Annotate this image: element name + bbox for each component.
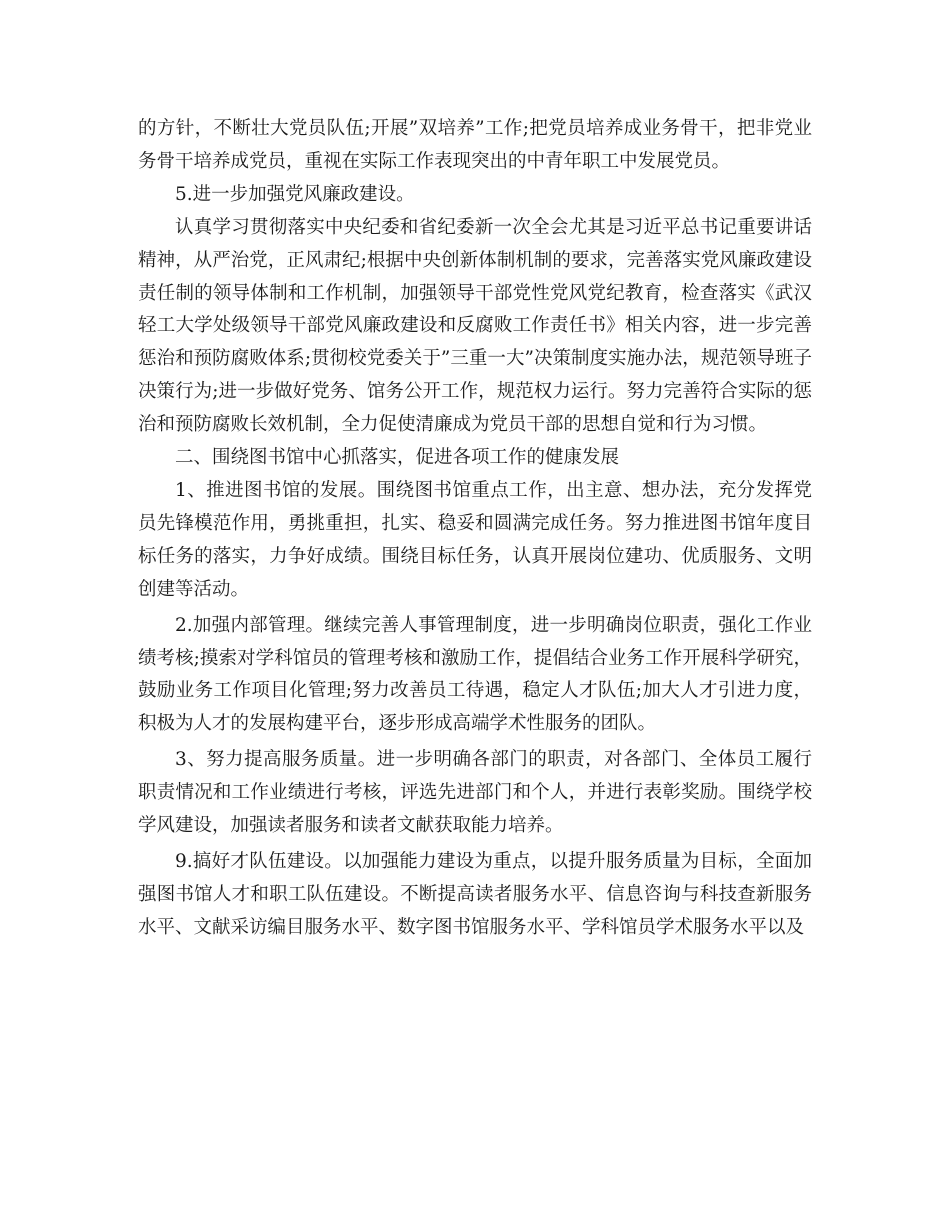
paragraph-library-development: 1、推进图书馆的发展。围绕图书馆重点工作，出主意、想办法，充分发挥党员先锋模范作用，勇挑重担，扎实、稳妥和圆满完成任务。努力推进图书馆年度目标任务的落实，力争好成绩。围绕目标任务，认真开展岗位建功、优质服务、文明创建等活动。 <box>138 479 812 600</box>
section-heading-library-work: 二、围绕图书馆中心抓落实，促进各项工作的健康发展 <box>175 447 620 469</box>
paragraph-continuation: 的方针，不断壮大党员队伍;开展”双培养”工作;把党员培养成业务骨干，把非党业务骨干培养成党员，重视在实际工作表现突出的中青年职工中发展党员。 <box>138 118 812 172</box>
paragraph-internal-management: 2.加强内部管理。继续完善人事管理制度，进一步明确岗位职责，强化工作业绩考核;摸索对学科馆员的管理考核和激励工作，提倡结合业务工作开展科学研究，鼓励业务工作项目化管理;努力改善员工待遇，稳定人才队伍;加大人才引进力度，积极为人才的发展构建平台，逐步形成高端学术性服务的团队。 <box>138 614 812 735</box>
paragraph-service-quality: 3、努力提高服务质量。进一步明确各部门的职责，对各部门、全体员工履行职责情况和工作业绩进行考核，评选先进部门和个人，并进行表彰奖励。围绕学校学风建设，加强读者服务和读者文献获取能力培养。 <box>138 749 812 837</box>
paragraph-staff-building: 9.搞好才队伍建设。以加强能力建设为重点，以提升服务质量为目标，全面加强图书馆人才和职工队伍建设。不断提高读者服务水平、信息咨询与科技查新服务水平、文献采访编目服务水平、数字图书馆服务水平、学科馆员学术服务水平以及 <box>138 850 812 938</box>
section-heading-party-conduct: 5.进一步加强党风廉政建设。 <box>175 183 415 205</box>
paragraph-party-conduct: 认真学习贯彻落实中央纪委和省纪委新一次全会尤其是习近平总书记重要讲话精神，从严治党，正风肃纪;根据中央创新体制机制的要求，完善落实党风廉政建设责任制的领导体制和工作机制，加强领导干部党性党风党纪教育，检查落实《武汉轻工大学处级领导干部党风廉政建设和反腐败工作责任书》相关内容，进一步完善惩治和预防腐败体系;贯彻校党委关于”三重一大”决策制度实施办法，规范领导班子决策行为;进一步做好党务、馆务公开工作，规范权力运行。努力完善符合实际的惩治和预防腐败长效机制，全力促使清廉成为党员干部的思想自觉和行为习惯。 <box>138 216 812 436</box>
document-body <box>138 113 812 945</box>
